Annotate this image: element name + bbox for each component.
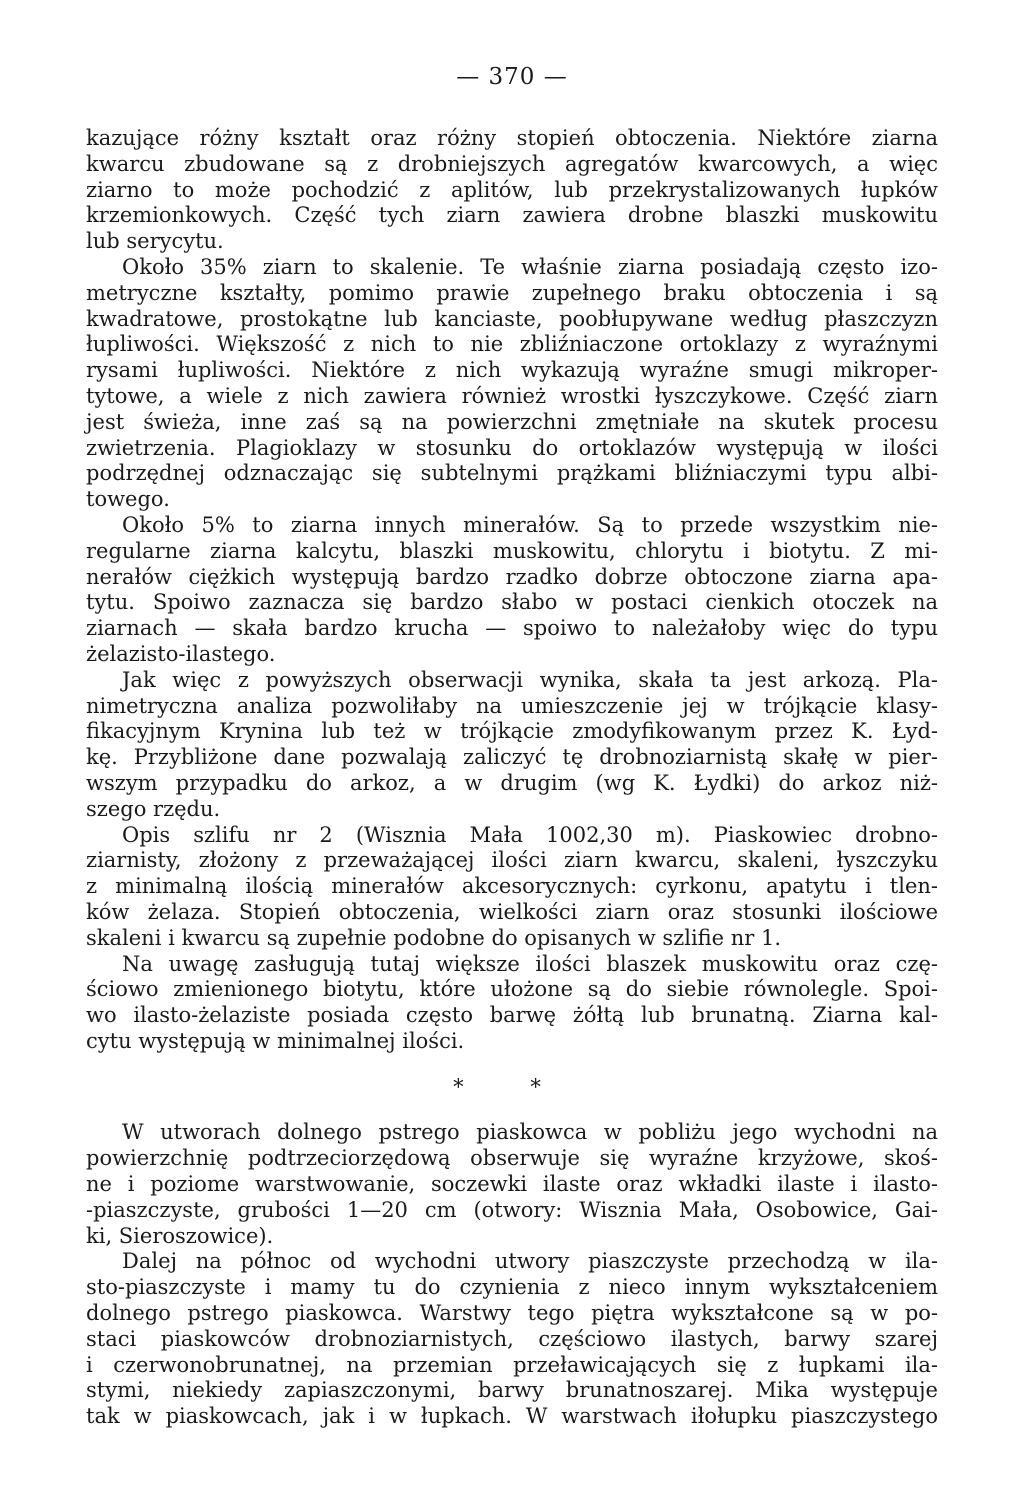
text-line: fikacyjnym Krynina lub też w trójkącie zmodyfikowanym przez K. Łyd- — [86, 719, 938, 744]
text-line: tytu. Spoiwo zaznacza się bardzo słabo w postaci cienkich otoczek na — [86, 590, 938, 615]
spacer — [86, 1055, 938, 1075]
paragraph — [86, 952, 938, 1055]
text-line: jest świeża, inne zaś są na powierzchni zmętniałe na skutek procesu — [86, 409, 938, 434]
text-line: łupliwości. Większość z nich to nie zbliźniaczone ortoklazy z wyraźnymi — [86, 332, 938, 357]
paragraph — [86, 1249, 938, 1430]
text-line: skaleni i kwarcu są zupełnie podobne do opisanych w szlifie nr 1. — [86, 925, 782, 950]
text-line: lub serycytu. — [86, 229, 224, 254]
page-number: — 370 — — [456, 64, 568, 90]
text-line: rysami łupliwości. Niektóre z nich wykazują wyraźne smugi mikroper- — [86, 358, 938, 383]
paragraph — [86, 126, 938, 255]
text-line: regularne ziarna kalcytu, blaszki muskowitu, chlorytu i biotytu. Z mi- — [86, 538, 938, 563]
text-line: krzemionkowych. Część tych ziarn zawiera drobne blaszki muskowitu — [86, 203, 938, 228]
text-line: sto-piaszczyste i mamy tu do czynienia z nieco innym wykształceniem — [86, 1275, 938, 1300]
text-line: ściowo zmienionego biotytu, które ułożone są do siebie równolegle. Spoi- — [86, 977, 938, 1002]
text-line: cytu występują w minimalnej ilości. — [86, 1028, 465, 1053]
text-line: ne i poziome warstwowanie, soczewki ilaste oraz wkładki ilaste i ilasto- — [86, 1172, 938, 1197]
text-line: ków żelaza. Stopień obtoczenia, wielkości ziarn oraz stosunki ilościowe — [86, 899, 938, 924]
text-line: Na uwagę zasługują tutaj większe ilości blaszek muskowitu oraz czę- — [122, 951, 938, 976]
text-line: ziarnisty, złożony z przeważającej ilości ziarn kwarcu, skaleni, łyszczyku — [86, 848, 938, 873]
text-line: -piaszczyste, grubości 1—20 cm (otwory: Wisznia Mała, Osobowice, Gai- — [86, 1197, 938, 1222]
text-line: wszym przypadku do arkoz, a w drugim (wg K. Łydki) do arkoz niż- — [86, 770, 938, 795]
text-line: Około 5% to ziarna innych minerałów. Są to przede wszystkim nie- — [122, 512, 938, 537]
text-line: nerałów ciężkich występują bardzo rzadko dobrze obtoczone ziarna apa- — [86, 564, 938, 589]
text-line: towego. — [86, 487, 170, 512]
text-line: powierzchnię podtrzeciorzędową obserwuje się wyraźne krzyżowe, skoś- — [86, 1146, 938, 1171]
text-line: kwarcu zbudowane są z drobniejszych agregatów kwarcowych, a więc — [86, 151, 938, 176]
text-line: tak w piaskowcach, jak i w łupkach. W warstwach iłołupku piaszczystego — [86, 1404, 938, 1429]
text-line: ki, Sieroszowice). — [86, 1223, 274, 1248]
text-line: metryczne kształty, pomimo prawie zupełnego braku obtoczenia i są — [86, 280, 938, 305]
paragraph — [86, 255, 938, 513]
paragraph — [86, 513, 938, 668]
text-line: stymi, niekiedy zapiaszczonymi, barwy brunatnoszarej. Mika występuje — [86, 1378, 938, 1403]
text-line: ziarno to może pochodzić z aplitów, lub przekrystalizowanych łupków — [86, 177, 938, 202]
text-line: tytowe, a wiele z nich zawiera również wrostki łyszczykowe. Część ziarn — [86, 383, 938, 408]
text-line: Opis szlifu nr 2 (Wisznia Mała 1002,30 m). Piaskowiec drobno- — [122, 822, 938, 847]
text-line: kę. Przybliżone dane pozwalają zaliczyć tę drobnoziarnistą skałę w pier- — [86, 745, 938, 770]
text-line: Jak więc z powyższych obserwacji wynika, skała ta jest arkozą. Pla- — [122, 667, 938, 692]
text-line: żelazisto-ilastego. — [86, 641, 276, 666]
spacer — [86, 1100, 938, 1120]
text-line: z minimalną ilością minerałów akcesorycznych: cyrkonu, apatytu i tlen- — [86, 874, 938, 899]
text-line: i czerwonobrunatnej, na przemian przeławicających się z łupkami ila- — [86, 1352, 938, 1377]
text-line: kazujące różny kształt oraz różny stopień obtoczenia. Niektóre ziarna — [86, 126, 938, 150]
text-line: podrzędnej odznaczając się subtelnymi prążkami bliźniaczymi typu albi- — [86, 461, 938, 486]
text-line: nimetryczna analiza pozwoliłaby na umieszczenie jej w trójkącie klasy- — [86, 693, 938, 718]
section-separator: * * — [453, 1074, 571, 1099]
text-line: zwietrzenia. Plagioklazy w stosunku do ortoklazów występują w ilości — [86, 435, 938, 460]
text-line: staci piaskowców drobnoziarnistych, częściowo ilastych, barwy szarej — [86, 1326, 938, 1351]
document-page — [86, 0, 938, 1490]
text-line: wo ilasto-żelaziste posiada często barwę żółtą lub brunatną. Ziarna kal- — [86, 1003, 938, 1028]
paragraph — [86, 823, 938, 952]
paragraph — [86, 668, 938, 823]
text-line: W utworach dolnego pstrego piaskowca w pobliżu jego wychodni na — [122, 1120, 938, 1145]
text-line: ziarnach — skała bardzo krucha — spoiwo to należałoby więc do typu — [86, 616, 938, 641]
text-line: dolnego pstrego piaskowca. Warstwy tego piętra wykształcone są w po- — [86, 1301, 938, 1326]
text-line: Około 35% ziarn to skalenie. Te właśnie ziarna posiadają często izo- — [122, 254, 938, 279]
text-line: Dalej na północ od wychodni utwory piaszczyste przechodzą w ila- — [122, 1249, 938, 1274]
body-text — [86, 126, 938, 1430]
text-line: kwadratowe, prostokątne lub kanciaste, poobłupywane według płaszczyzn — [86, 306, 938, 331]
paragraph — [86, 1120, 938, 1249]
text-line: szego rzędu. — [86, 796, 221, 821]
